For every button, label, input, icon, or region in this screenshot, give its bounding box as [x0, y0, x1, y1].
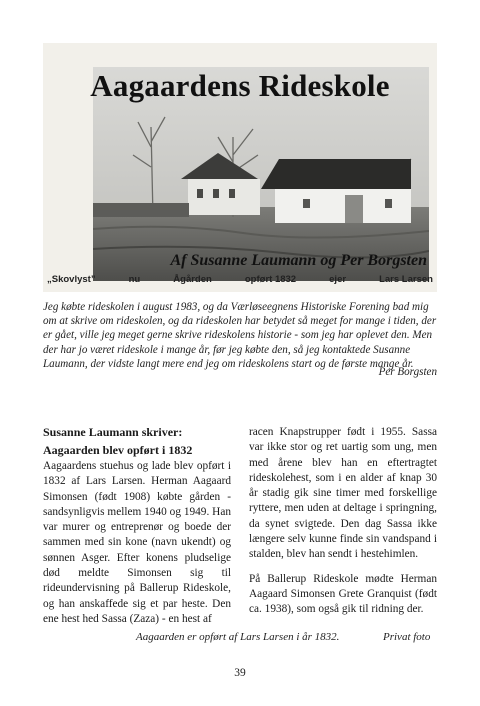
- byline: Af Susanne Laumann og Per Borgsten: [170, 252, 427, 269]
- body-paragraph: racen Knapstrupper født i 1955. Sassa var ikke stor og ret uartig som ung, men med årene blev han en eftertragtet rideskolehest, som i en alder af knap 30 år stadig gik sine timer med forskellige ryttere, men uden at deltage i springning, da synet svigtede. Den dag Sassa ikke længere selv kunne finde sin vandspand i stalden, blev han sendt i hestehimlen.: [249, 426, 437, 561]
- page-number: 39: [234, 667, 246, 679]
- body-paragraph: På Ballerup Rideskole mødte Herman Aagaard Simonsen Grete Granquist (født ca. 1938), som også gik til ridning der.: [249, 572, 437, 616]
- photo-caption: Aagaarden er opført af Lars Larsen i år 1832.: [136, 631, 340, 643]
- inscription-part: nu: [128, 274, 141, 285]
- intro-signature: Per Borgsten: [378, 366, 437, 378]
- inscription-part: Lars Larsen: [379, 274, 433, 285]
- photo-credit: Privat foto: [383, 631, 431, 643]
- article-column-left: [43, 423, 231, 627]
- inscription-part: ejer: [329, 274, 347, 285]
- intro-paragraph: Jeg købte rideskolen i august 1983, og da Værløseegnens Historiske Forening bad mig om at skrive om rideskolen, og da rideskolen har betydet så meget for mange i tiden, der er gået, ville jeg meget gerne skrive rideskolens historie - som jeg har oplevet den. Men der har jo været rideskole i mange år, før jeg købte den, så jeg kontaktede Susanne Laumann, der vidste langt mere end jeg om rideskolens start og de første mange år.: [43, 301, 437, 370]
- article-headline: Aagaardens Rideskole: [90, 68, 390, 103]
- inscription-part: Ågården: [173, 274, 212, 285]
- article-column-right: [249, 425, 437, 618]
- inscription-part: „Skovlyst”: [47, 274, 96, 285]
- section-heading: Aagaarden blev opført i 1832: [43, 443, 193, 457]
- inscription-part: opført 1832: [244, 274, 297, 285]
- body-paragraph: Aagaardens stuehus og lade blev opført i 1832 af Lars Larsen. Herman Aagaard Simonsen (født 1908) købte gården - sandsynligvis mellem 1940 og 1949. Han var murer og entreprenør og boede der sammen med sin kone (navn ukendt) og sønnen Asger. Efter konens pludselige død meldte Simonsen sig til rideundervisning på Ballerup Rideskole, og han anskaffede sig et par heste. Den ene hest hed Sassa (Zaza) - en hest af: [43, 460, 231, 625]
- author-heading: Susanne Laumann skriver:: [43, 425, 183, 439]
- archive-photo-card: [43, 43, 437, 292]
- photo-inscription: [47, 274, 433, 285]
